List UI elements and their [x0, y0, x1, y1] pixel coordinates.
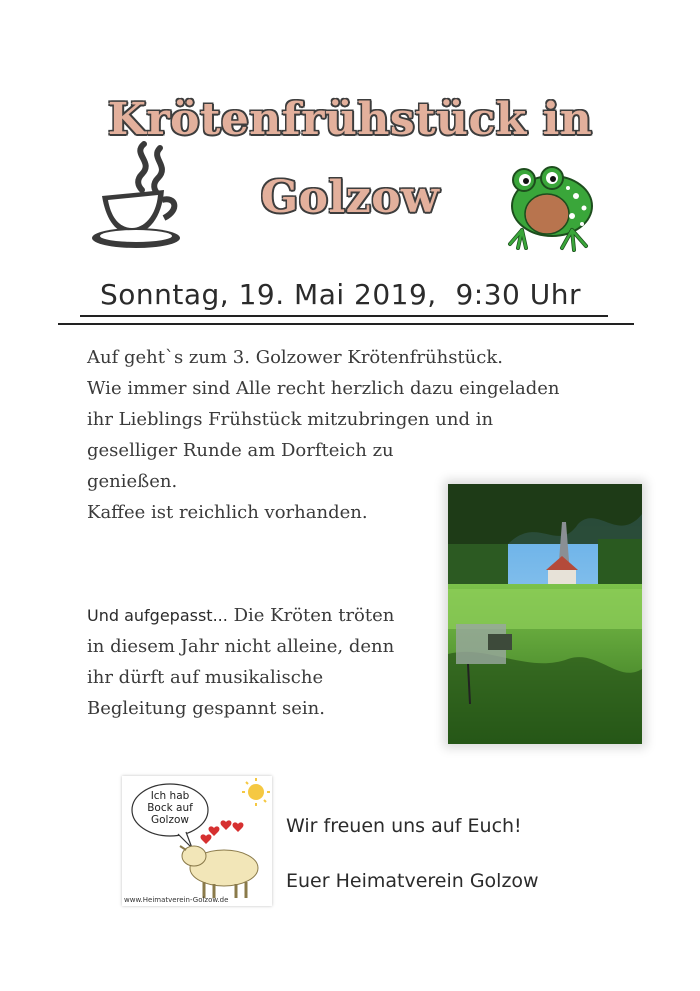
- signoff-line-1: Wir freuen uns auf Euch!: [286, 815, 522, 837]
- frog-icon: [502, 166, 602, 256]
- sheep-card: [122, 776, 272, 906]
- sheep-icon: [122, 776, 272, 906]
- bubble-line: Ich hab: [150, 790, 190, 802]
- intro-line: Kaffee ist reichlich vorhanden.: [87, 502, 368, 523]
- intro-line: ihr Lieblings Frühstück mitzubringen und in: [87, 409, 494, 430]
- divider-line: [80, 315, 608, 317]
- notice-line: [87, 600, 447, 631]
- bubble-line: Golzow: [150, 814, 189, 826]
- notice-line: in diesem Jahr nicht alleine, denn: [87, 636, 395, 657]
- notice-line-rest: Die Kröten tröten: [227, 605, 395, 626]
- notice-line: Begleitung gespannt sein.: [87, 698, 325, 719]
- signoff-line-2: Euer Heimatverein Golzow: [286, 870, 539, 892]
- intro-line: geselliger Runde am Dorfteich zu: [87, 440, 394, 461]
- bubble-line: Bock auf: [147, 802, 193, 814]
- pond-photo: [448, 484, 642, 744]
- intro-line: Auf geht`s zum 3. Golzower Krötenfrühstück.: [87, 347, 503, 368]
- notice-line: ihr dürft auf musikalische: [87, 667, 324, 688]
- title-line-2: Golzow: [260, 172, 440, 223]
- divider-line: [58, 323, 634, 325]
- notice-highlight: Und aufgepasst...: [87, 606, 228, 625]
- intro-line: genießen.: [87, 471, 178, 492]
- coffee-cup-icon: [92, 140, 187, 250]
- notice-paragraph: [87, 600, 447, 724]
- title-line-1: Krötenfrühstück in: [107, 94, 593, 145]
- event-date: Sonntag, 19. Mai 2019, 9:30 Uhr: [100, 278, 582, 311]
- intro-line: Wie immer sind Alle recht herzlich dazu eingeladen: [87, 378, 560, 399]
- card-url: www.Heimatverein-Golzow.de: [124, 896, 229, 904]
